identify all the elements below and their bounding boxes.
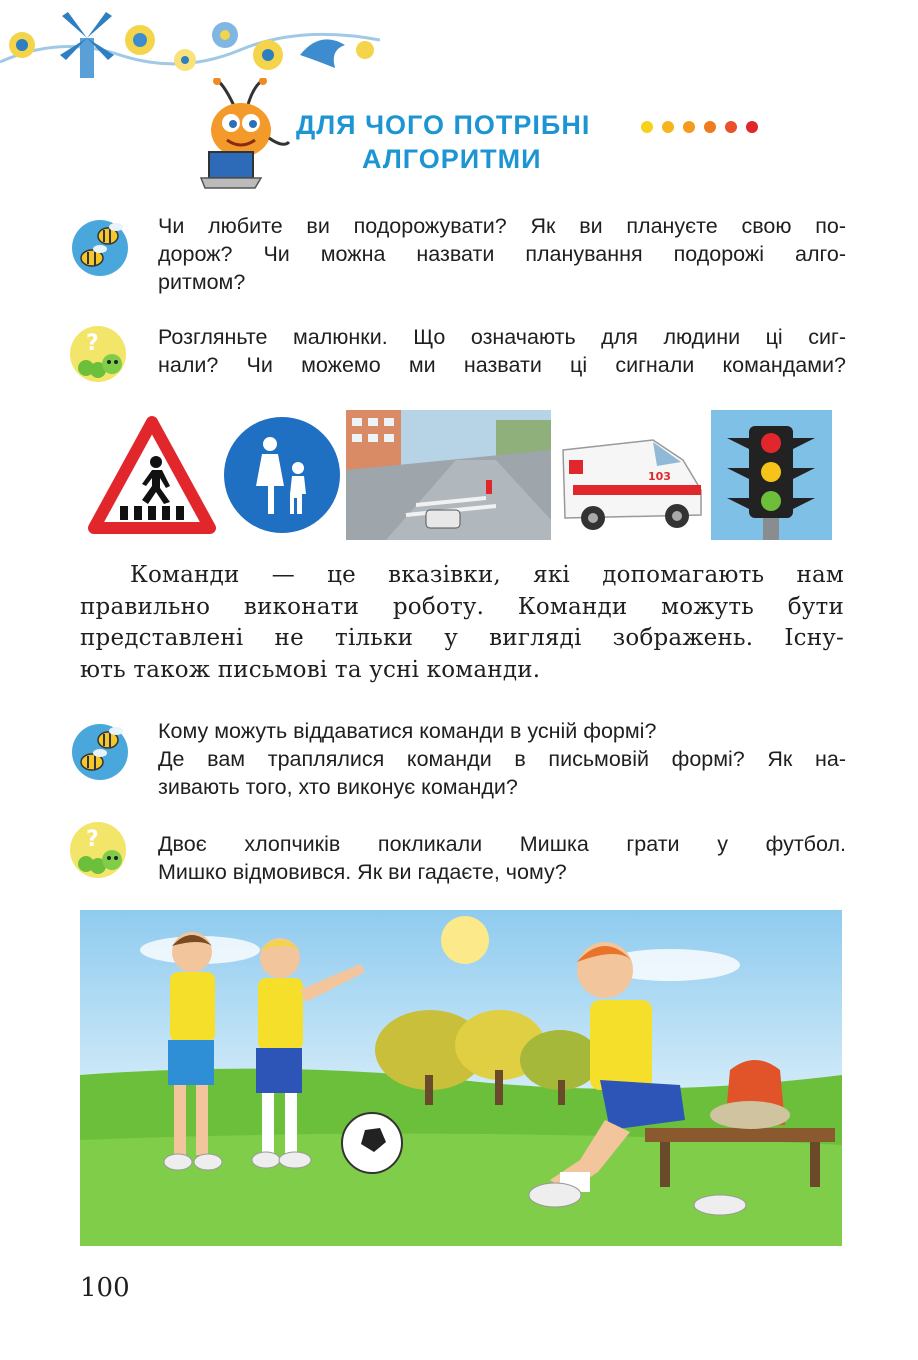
svg-text:?: ? [86, 827, 99, 852]
text-line: Кому можуть віддаватися команди в усній формі? [158, 719, 657, 743]
text-line: Розгляньте малюнки. Що означають для людини ці сиг- [158, 325, 846, 349]
text-line: Чи любите ви подорожувати? Як ви плануєте свою по- [158, 214, 846, 238]
page-number: 100 [80, 1273, 130, 1303]
ant-mascot-laptop-icon [195, 78, 290, 190]
title-dot [641, 121, 653, 133]
ambulance-number: 103 [648, 470, 671, 483]
page-title: ДЛЯ ЧОГО ПОТРІБНІ [296, 110, 591, 140]
title-dot [746, 121, 758, 133]
text-line: правильно виконати роботу. Команди можуть бути [80, 593, 844, 620]
flower-icon [9, 32, 35, 58]
bird-icon [300, 39, 345, 68]
bees-icon [68, 718, 132, 782]
text-line: ритмом? [158, 270, 246, 294]
question-signals-text [158, 323, 846, 379]
traffic-light [711, 410, 832, 540]
title-dot [662, 121, 674, 133]
title-dot [725, 121, 737, 133]
pedestrian-path-sign [222, 410, 342, 540]
question-oral-commands-text [158, 717, 846, 801]
folk-ornament-border [0, 0, 380, 95]
svg-text:?: ? [86, 331, 99, 356]
text-line: представлені не тільки у вигляді зображень. Існу- [80, 625, 844, 651]
text-line: Мишко відмовився. Як ви гадаєте, чому? [158, 860, 567, 884]
pedestrian-crossing-sign [82, 410, 222, 540]
bees-icon [68, 214, 132, 278]
football-ball [342, 1113, 402, 1173]
text-line: зивають того, хто виконує команди? [158, 775, 518, 799]
question-travel-text [158, 212, 846, 296]
text-line: Команди — це вказівки, які допомагають нам [130, 562, 844, 588]
question-football-text [158, 830, 846, 886]
text-line: Де вам траплялися команди в письмовій формі? Як на- [158, 747, 846, 771]
title-dot [683, 121, 695, 133]
text-line: нали? Чи можемо ми назвати ці сигнали командами? [158, 353, 846, 377]
question-caterpillar-icon [66, 818, 130, 882]
title-dots-decoration [641, 120, 767, 138]
page-title-continued: АЛГОРИТМИ [362, 144, 542, 174]
text-line: ють також письмові та усні команди. [80, 656, 541, 683]
question-caterpillar-icon [66, 322, 130, 386]
street-crossroad [346, 410, 551, 540]
title-dot [704, 121, 716, 133]
football-park-illustration [80, 910, 842, 1246]
text-line: Двоє хлопчиків покликали Мишка грати у футбол. [158, 832, 846, 856]
text-line: дорож? Чи можна назвати планування подорожі алго- [158, 242, 846, 266]
ambulance [553, 410, 705, 540]
definition-paragraph [80, 560, 844, 686]
